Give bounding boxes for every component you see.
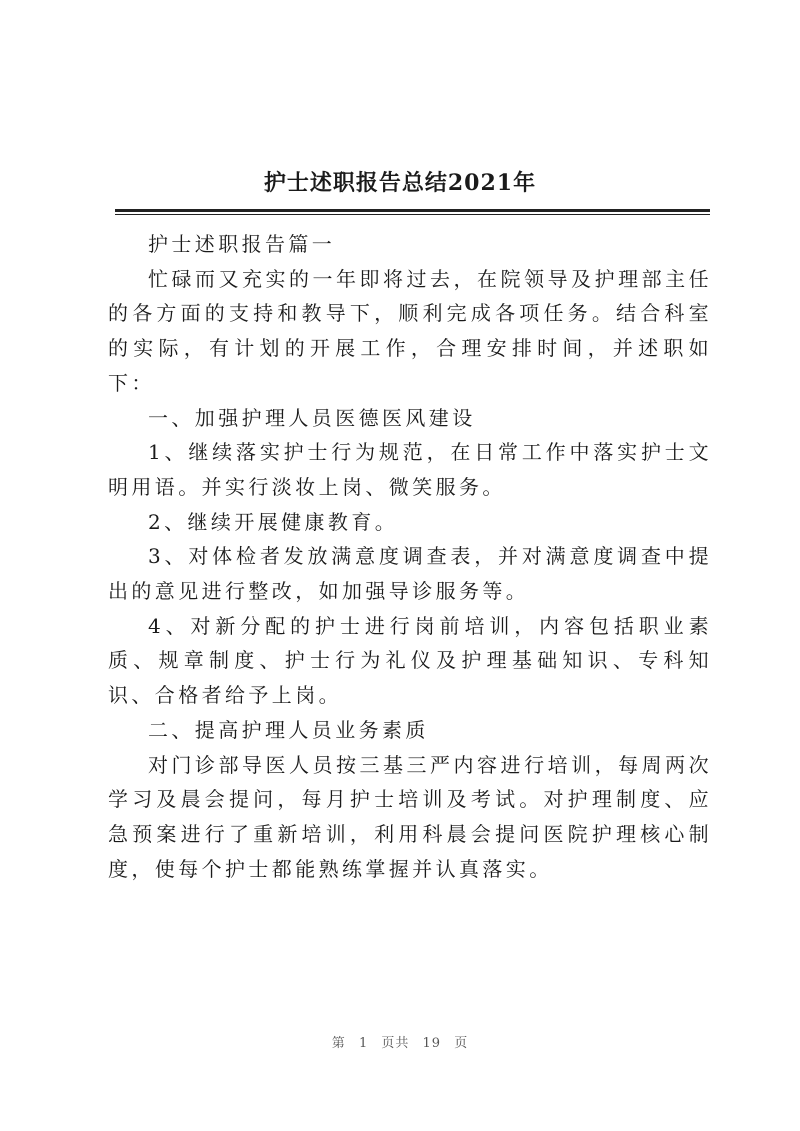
- paragraph-section-one-heading: 一、加强护理人员医德医风建设: [148, 405, 476, 430]
- footer-middle: 页共: [381, 1036, 410, 1051]
- footer-page-number: 1: [358, 1036, 369, 1051]
- paragraph-item-4: 4、对新分配的护士进行岗前培训，内容包括职业素质、规章制度、护士行为礼仪及护理基础知识、专科知识、合格者给予上岗。: [108, 613, 712, 708]
- paragraph-item-1: 1、继续落实护士行为规范，在日常工作中落实护士文明用语。并实行淡妆上岗、微笑服务。: [108, 440, 712, 499]
- paragraph-item-3: 3、对体检者发放满意度调查表，并对满意度调查中提出的意见进行整改，如加强导诊服务等。: [108, 544, 712, 604]
- document-title: 护士述职报告总结2021年: [263, 170, 537, 196]
- title-divider: [115, 209, 710, 212]
- footer-total-pages: 19: [422, 1036, 442, 1051]
- paragraph-section-two-heading: 二、提高护理人员业务素质: [148, 717, 429, 742]
- page-footer: [0, 1032, 800, 1051]
- document-body: [108, 227, 712, 886]
- paragraph-item-2: 2、继续开展健康教育。: [148, 509, 399, 534]
- paragraph-training: 对门诊部导医人员按三基三严内容进行培训，每周两次学习及晨会提问，每月护士培训及考试。对护理制度、应急预案进行了重新培训，利用科晨会提问医院护理核心制度，使每个护士都能熟练掌握并认真落实。: [108, 752, 712, 881]
- paragraph-intro: 忙碌而又充实的一年即将过去，在院领导及护理部主任的各方面的支持和教导下，顺利完成各项任务。结合科室的实际，有计划的开展工作，合理安排时间，并述职如下：: [108, 266, 712, 395]
- footer-prefix: 第: [331, 1036, 346, 1051]
- footer-suffix: 页: [454, 1036, 469, 1051]
- paragraph-heading-part-one: 护士述职报告篇一: [148, 232, 336, 256]
